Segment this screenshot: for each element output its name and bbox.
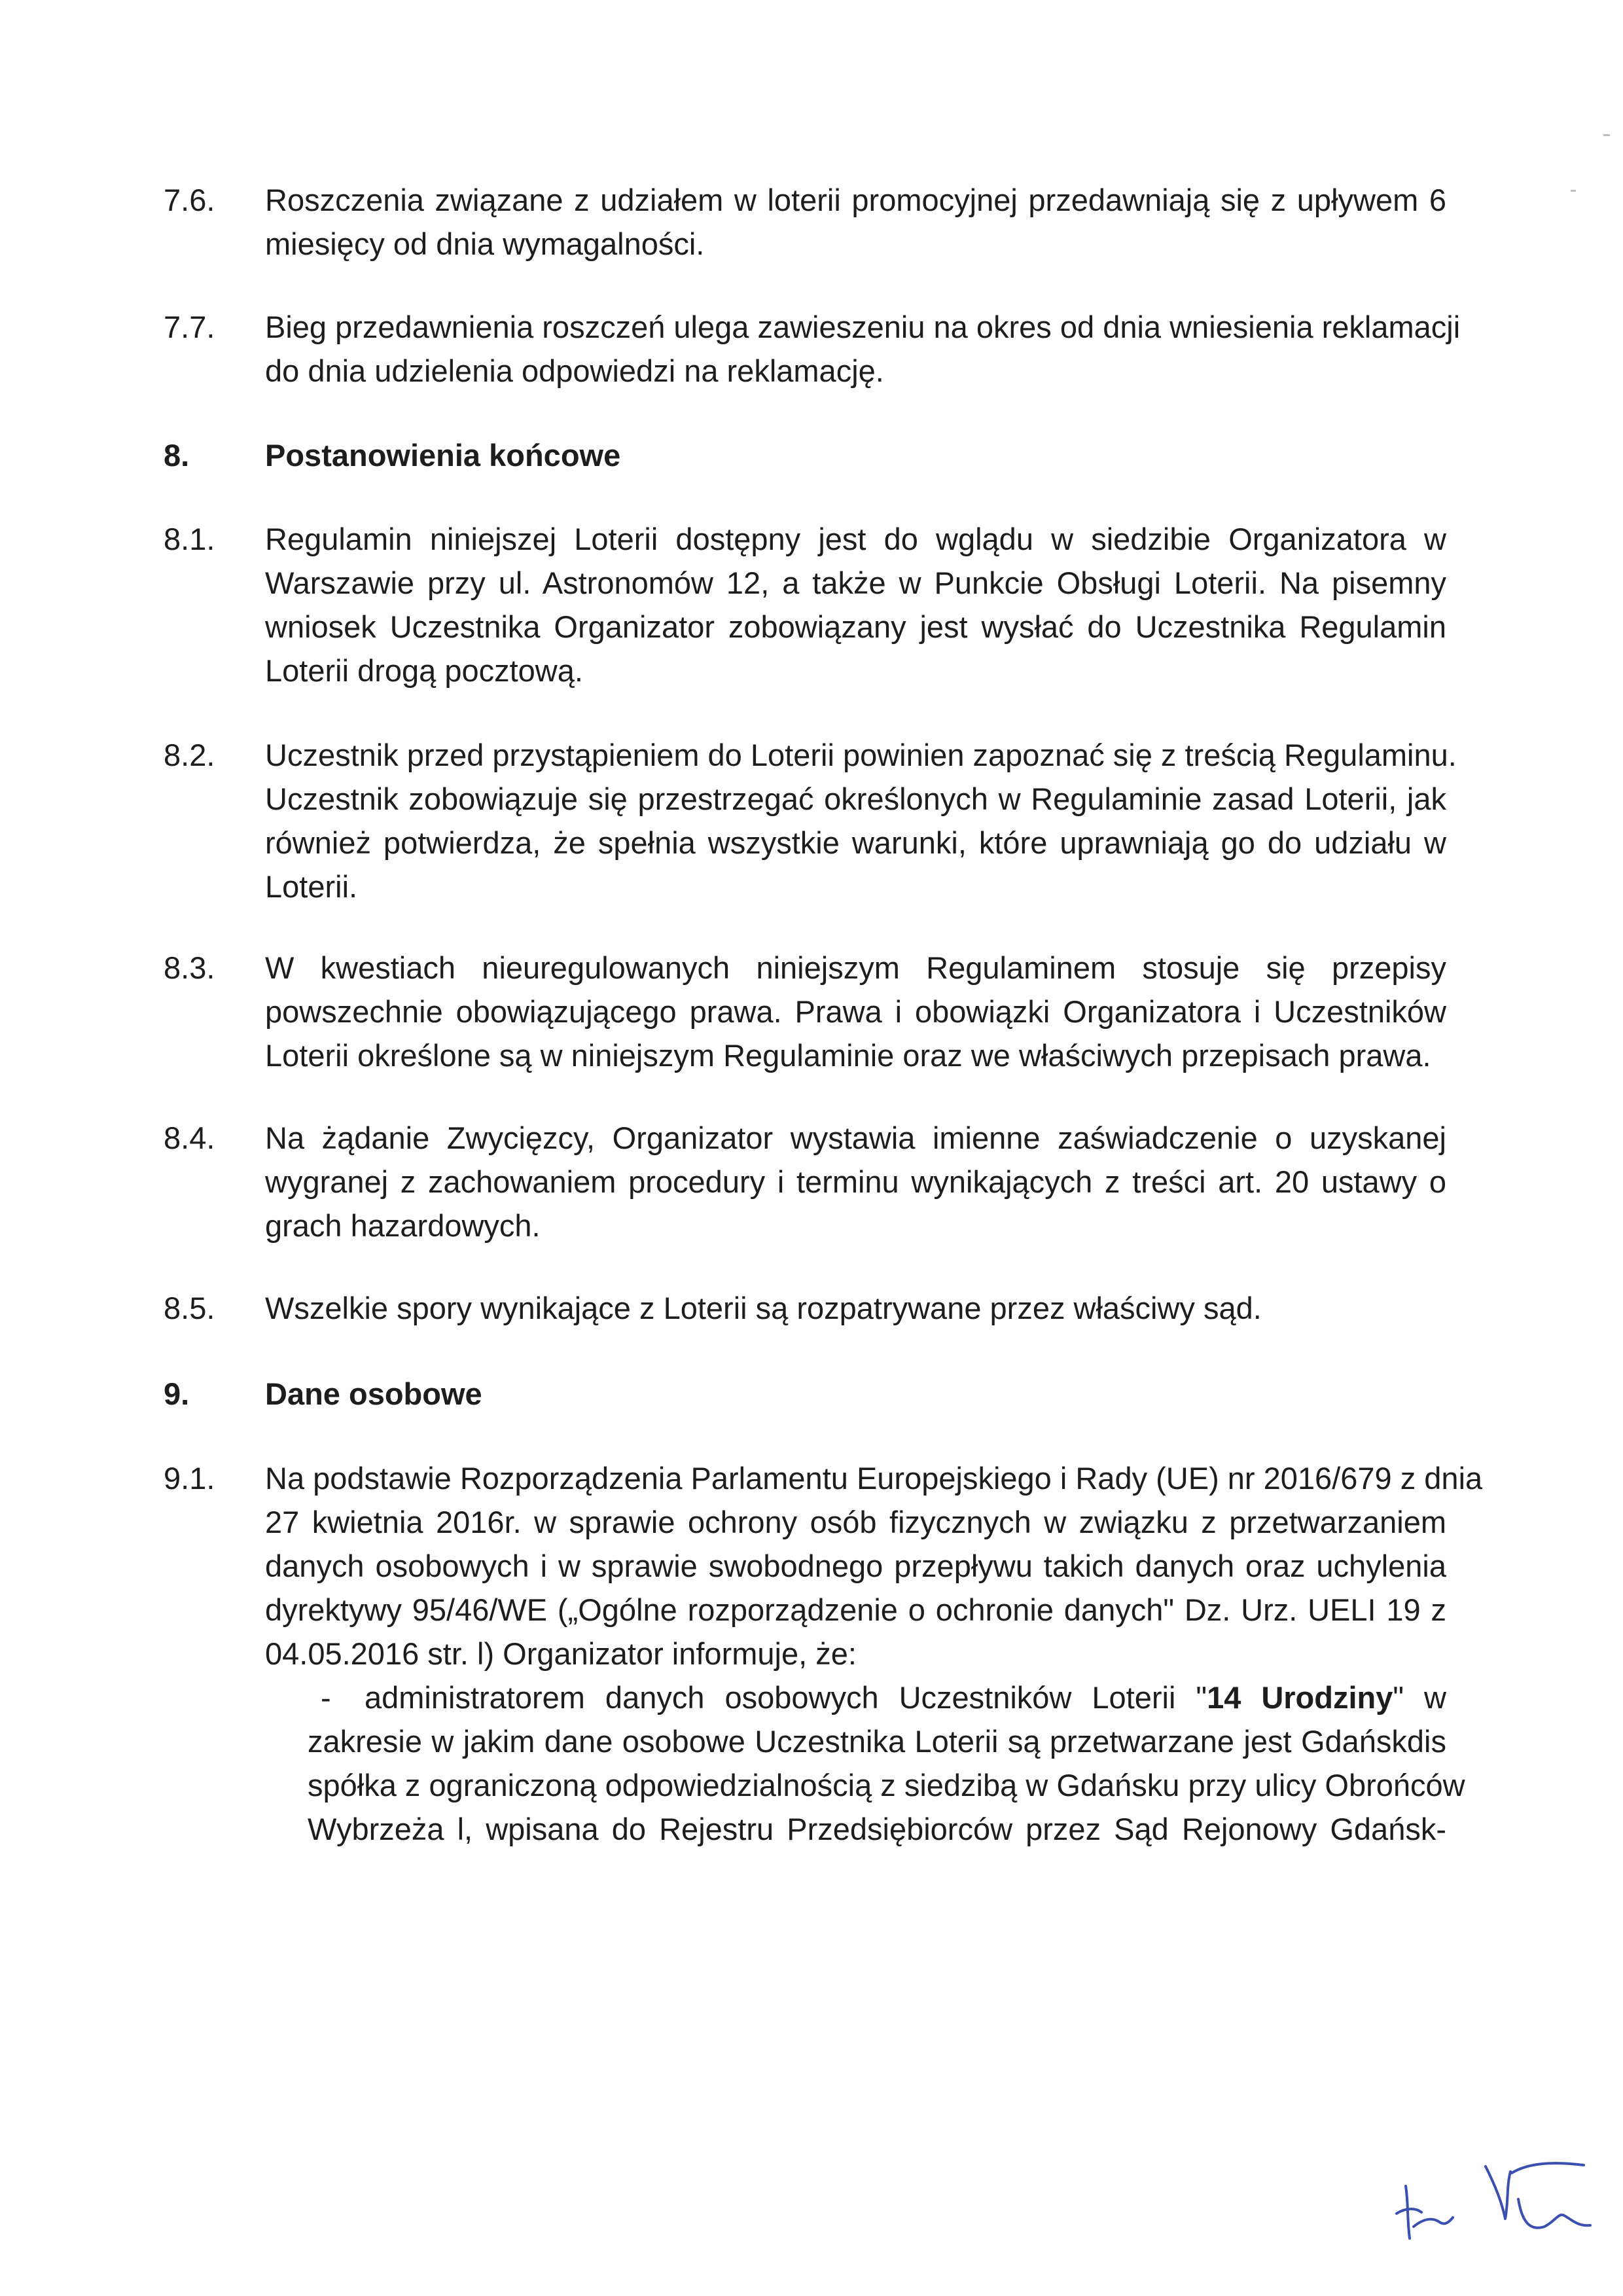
section-number: 9. bbox=[164, 1376, 190, 1411]
text-line bbox=[365, 1676, 1446, 1719]
text-line: dyrektywy 95/46/WE („Ogólne rozporządzenie o ochronie danych" Dz. Urz. UELI 19 z bbox=[265, 1592, 1446, 1627]
text-line: Warszawie przy ul. Astronomów 12, a także w Punkcie Obsługi Loterii. Na pisemny bbox=[265, 565, 1446, 600]
clause-number: 7.6. bbox=[164, 183, 215, 217]
section-title bbox=[265, 433, 1446, 477]
bullet-dash: - bbox=[321, 1680, 331, 1715]
bullet-text bbox=[308, 1719, 1465, 1851]
text-line: Roszczenia związane z udziałem w loterii promocyjnej przedawniają się z upływem 6 bbox=[265, 183, 1446, 217]
clause-number: 8.2. bbox=[164, 738, 215, 772]
text-line: Na żądanie Zwycięzcy, Organizator wystawia imienne zaświadczenie o uzyskanej bbox=[265, 1121, 1446, 1155]
text-line: Wszelkie spory wynikające z Loterii są rozpatrywane przez właściwy sąd. bbox=[265, 1291, 1262, 1325]
text-line: również potwierdza, że spełnia wszystkie warunki, które uprawniają go do udziału w bbox=[265, 825, 1446, 860]
clause-number: 8.4. bbox=[164, 1121, 215, 1155]
section-title bbox=[265, 1372, 1446, 1416]
text-fragment: administratorem danych osobowych Uczestników Loterii " bbox=[365, 1680, 1207, 1715]
text-line: Uczestnik zobowiązuje się przestrzegać określonych w Regulaminie zasad Loterii, jak bbox=[265, 781, 1446, 816]
text-line: Wybrzeża l, wpisana do Rejestru Przedsiębiorców przez Sąd Rejonowy Gdańsk- bbox=[308, 1812, 1446, 1846]
clause-number: 7.7. bbox=[164, 310, 215, 344]
clause-text bbox=[265, 946, 1446, 1077]
clause-text bbox=[265, 1286, 1446, 1330]
bullet-text bbox=[365, 1676, 1446, 1719]
text-line: Loterii. bbox=[265, 869, 358, 904]
clause-text bbox=[265, 305, 1461, 393]
clause-number: 8.5. bbox=[164, 1291, 215, 1325]
text-line: miesięcy od dnia wymagalności. bbox=[265, 226, 705, 261]
text-line: danych osobowych i w sprawie swobodnego przepływu takich danych oraz uchylenia bbox=[265, 1549, 1446, 1583]
clause-text bbox=[265, 1116, 1446, 1247]
clause-number: 8.3. bbox=[164, 950, 215, 985]
text-line: wniosek Uczestnika Organizator zobowiązany jest wysłać do Uczestnika Regulamin bbox=[265, 609, 1446, 644]
text-line: W kwestiach nieuregulowanych niniejszym Regulaminem stosuje się przepisy bbox=[265, 950, 1446, 985]
text-line: Uczestnik przed przystąpieniem do Loterii powinien zapoznać się z treścią Regulaminu. bbox=[265, 738, 1457, 772]
lottery-name: 14 Urodziny bbox=[1207, 1680, 1393, 1715]
handwritten-signature bbox=[1387, 2140, 1603, 2245]
text-line: 27 kwietnia 2016r. w sprawie ochrony osób fizycznych w związku z przetwarzaniem bbox=[265, 1505, 1446, 1539]
heading-text: Dane osobowe bbox=[265, 1376, 482, 1411]
clause-text bbox=[265, 517, 1446, 692]
scan-mark bbox=[1571, 190, 1576, 192]
text-line: 04.05.2016 str. l) Organizator informuje, że: bbox=[265, 1636, 857, 1671]
text-line: zakresie w jakim dane osobowe Uczestnika Loterii są przetwarzane jest Gdańskdis bbox=[308, 1724, 1446, 1759]
clause-text bbox=[265, 733, 1457, 908]
clause-text bbox=[265, 178, 1446, 266]
clause-number: 8.1. bbox=[164, 522, 215, 556]
text-line: do dnia udzielenia odpowiedzi na reklamację. bbox=[265, 353, 884, 388]
clause-text bbox=[265, 1456, 1483, 1676]
clause-number: 9.1. bbox=[164, 1461, 215, 1496]
text-fragment: " w bbox=[1393, 1680, 1447, 1715]
text-line: grach hazardowych. bbox=[265, 1208, 541, 1243]
text-line: Na podstawie Rozporządzenia Parlamentu Europejskiego i Rady (UE) nr 2016/679 z dnia bbox=[265, 1461, 1483, 1496]
text-line: Loterii drogą pocztową. bbox=[265, 653, 583, 688]
heading-text: Postanowienia końcowe bbox=[265, 438, 621, 473]
text-line: wygranej z zachowaniem procedury i terminu wynikających z treści art. 20 ustawy o bbox=[265, 1164, 1446, 1199]
text-line: spółka z ograniczoną odpowiedzialnością z siedzibą w Gdańsku przy ulicy Obrońców bbox=[308, 1768, 1465, 1803]
section-number: 8. bbox=[164, 438, 190, 473]
text-line: Loterii określone są w niniejszym Regulaminie oraz we właściwych przepisach prawa. bbox=[265, 1038, 1431, 1073]
text-line: Bieg przedawnienia roszczeń ulega zawieszeniu na okres od dnia wniesienia reklamacji bbox=[265, 310, 1461, 344]
text-line: Regulamin niniejszej Loterii dostępny jest do wglądu w siedzibie Organizatora w bbox=[265, 522, 1446, 556]
text-line: powszechnie obowiązującego prawa. Prawa i obowiązki Organizatora i Uczestników bbox=[265, 994, 1446, 1029]
scan-mark bbox=[1603, 134, 1610, 136]
